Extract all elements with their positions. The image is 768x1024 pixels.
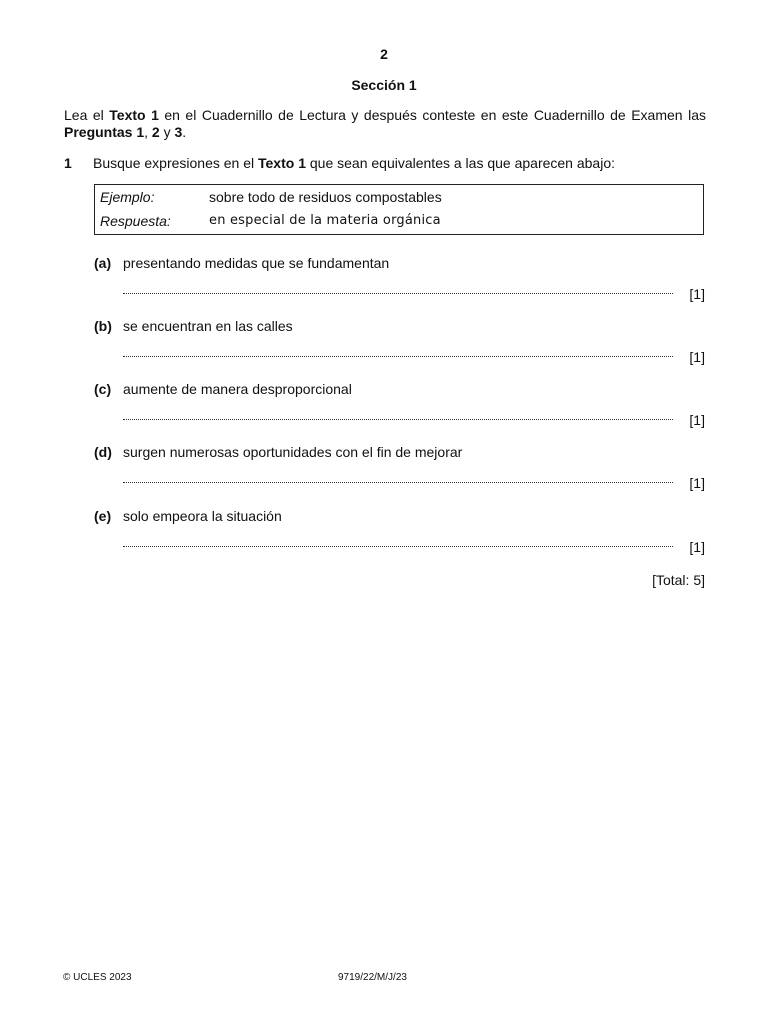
question-item-b <box>94 318 706 368</box>
intro-bold-text: 2 <box>151 124 160 140</box>
answer-line[interactable] <box>123 346 673 357</box>
intro-text: y <box>159 124 175 140</box>
item-text: solo empeora la situación <box>123 508 282 524</box>
footer-code: 9719/22/M/J/23 <box>338 972 407 983</box>
question-item-d <box>94 444 706 494</box>
question-text-part: que sean equivalentes a las que aparecen abajo: <box>305 155 615 171</box>
example-label: Ejemplo: <box>100 189 155 205</box>
item-text: aumente de manera desproporcional <box>123 381 352 397</box>
answer-line[interactable] <box>123 409 673 420</box>
item-mark: [1] <box>689 475 705 491</box>
answer-label: Respuesta: <box>100 213 171 229</box>
total-marks: [Total: 5] <box>652 572 705 588</box>
question-item-c <box>94 381 706 431</box>
item-text: surgen numerosas oportunidades con el fin de mejorar <box>123 444 463 460</box>
instructions-paragraph <box>64 107 706 141</box>
intro-text: Lea el <box>64 107 110 123</box>
intro-bold-text: Texto 1 <box>109 107 159 123</box>
intro-bold-text: 3 <box>174 124 183 140</box>
item-mark: [1] <box>689 412 705 428</box>
question-text-bold: Texto 1 <box>258 155 306 171</box>
answer-line[interactable] <box>123 536 673 547</box>
section-title: Sección 1 <box>351 77 417 93</box>
item-mark: [1] <box>689 286 705 302</box>
item-letter: (a) <box>94 255 112 271</box>
item-letter: (e) <box>94 508 112 524</box>
question-item-e <box>94 508 706 558</box>
item-letter: (c) <box>94 381 112 397</box>
answer-line[interactable] <box>123 283 673 294</box>
item-mark: [1] <box>689 539 705 555</box>
page-number: 2 <box>380 46 388 62</box>
example-value: sobre todo de residuos compostables <box>209 189 442 205</box>
item-text: presentando medidas que se fundamentan <box>123 255 390 271</box>
intro-text: . <box>182 124 187 140</box>
item-mark: [1] <box>689 349 705 365</box>
question-text-part: Busque expresiones en el <box>93 155 258 171</box>
example-box <box>94 184 704 235</box>
intro-text: en el Cuadernillo de Lectura y después conteste en este Cuadernillo de Examen las <box>158 107 706 123</box>
footer-copyright: © UCLES 2023 <box>63 972 132 983</box>
question-text <box>93 155 615 171</box>
item-letter: (b) <box>94 318 112 334</box>
answer-value: en especial de la materia orgánica <box>209 213 441 228</box>
question-item-a <box>94 255 706 305</box>
intro-text: , <box>144 124 152 140</box>
item-text: se encuentran en las calles <box>123 318 293 334</box>
item-letter: (d) <box>94 444 112 460</box>
intro-bold-text: Preguntas 1 <box>64 124 145 140</box>
question-number: 1 <box>64 155 72 171</box>
answer-line[interactable] <box>123 472 673 483</box>
